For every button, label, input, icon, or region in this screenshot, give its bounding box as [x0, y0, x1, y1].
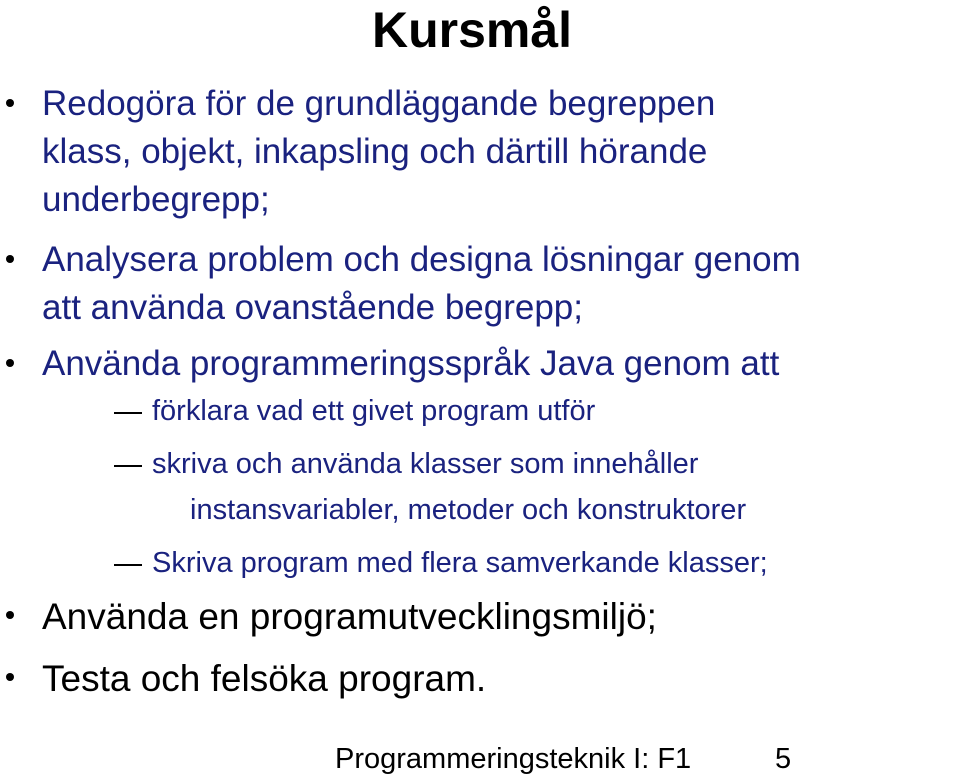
- dash-icon: [114, 564, 142, 566]
- footer-text: Programmeringsteknik I: F1: [335, 743, 692, 775]
- bullet-line: att använda ovanstående begrepp;: [42, 288, 583, 327]
- sub-bullet-1: [152, 388, 960, 434]
- bullet-item-2: [42, 236, 960, 332]
- slide-title: Kursmål: [372, 2, 573, 58]
- sub-bullet-line: Skriva program med flera samverkande klasser;: [152, 547, 768, 579]
- bullet-dot-icon: [6, 255, 14, 263]
- bullet-item-3: [42, 340, 960, 388]
- sub-bullet-line: instansvariabler, metoder och konstruktorer: [190, 494, 747, 526]
- bullet-item-4: [42, 586, 960, 648]
- bullet-line: Redogöra för de grundläggande begreppen: [42, 84, 716, 123]
- bullet-line: Använda programmeringsspråk Java genom att: [42, 344, 780, 383]
- bullet-line: Använda en programutvecklingsmiljö;: [42, 596, 657, 637]
- bullet-line: Testa och felsöka program.: [42, 658, 487, 699]
- page-number: 5: [775, 743, 792, 775]
- bullet-dot-icon: [6, 673, 14, 681]
- sub-bullet-2: [152, 441, 960, 533]
- bullet-item-1: [42, 80, 960, 224]
- bullet-item-5: [42, 648, 960, 710]
- bullet-line: Analysera problem och designa lösningar genom: [42, 240, 801, 279]
- bullet-dot-icon: [6, 611, 14, 619]
- bullet-line: underbegrepp;: [42, 180, 270, 219]
- sub-bullet-line: skriva och använda klasser som innehåller: [152, 448, 699, 480]
- sub-bullet-3: [152, 540, 960, 586]
- bullet-line: klass, objekt, inkapsling och därtill hörande: [42, 132, 708, 171]
- dash-icon: [114, 465, 142, 467]
- dash-icon: [114, 412, 142, 414]
- sub-bullet-line: förklara vad ett givet program utför: [152, 395, 596, 427]
- bullet-dot-icon: [6, 99, 14, 107]
- bullet-dot-icon: [6, 359, 14, 367]
- bullet-list: [0, 80, 960, 710]
- slide-footer: [335, 740, 792, 778]
